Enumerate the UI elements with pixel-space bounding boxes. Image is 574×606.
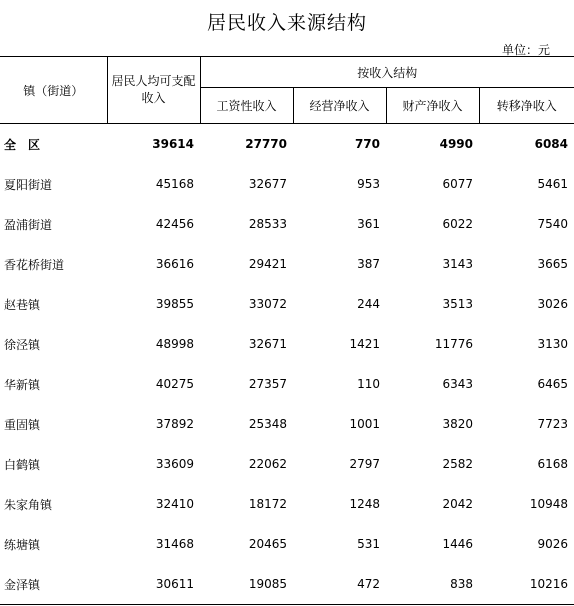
disposable-income-cell: 33609 <box>155 457 194 471</box>
transfer-income-cell: 9026 <box>537 537 569 551</box>
disposable-income-cell: 31468 <box>155 537 194 551</box>
business-income-cell: 1248 <box>349 497 380 511</box>
property-income-cell: 838 <box>386 564 479 605</box>
property-income-cell: 1446 <box>442 537 473 551</box>
table-row <box>0 444 574 484</box>
town-name: 重固镇 <box>4 417 41 432</box>
wage-income-cell: 32671 <box>248 337 287 351</box>
business-income-cell: 1001 <box>349 417 380 431</box>
property-income-cell: 4990 <box>439 137 473 151</box>
table-row <box>0 364 574 404</box>
header-wage-income: 工资性收入 <box>200 88 293 124</box>
disposable-income-cell: 40275 <box>155 377 194 391</box>
property-income-cell: 2042 <box>442 497 473 511</box>
town-name: 香花桥街道 <box>4 257 65 272</box>
property-income-cell: 3143 <box>442 257 473 271</box>
transfer-income-cell: 3130 <box>537 337 569 351</box>
table-row <box>0 164 574 204</box>
income-structure-table <box>0 56 574 605</box>
disposable-income-cell: 32410 <box>155 497 194 511</box>
wage-income-cell: 32677 <box>248 177 287 191</box>
disposable-income-cell: 30611 <box>107 564 200 605</box>
wage-income-cell: 25348 <box>248 417 287 431</box>
unit-label: 单位：元 <box>501 43 550 57</box>
town-name: 夏阳街道 <box>4 177 53 192</box>
property-income-cell: 3820 <box>442 417 473 431</box>
header-transfer-income: 转移净收入 <box>479 88 574 124</box>
town-name: 练塘镇 <box>4 537 41 552</box>
town-name: 全 区 <box>4 137 41 152</box>
town-name: 白鹤镇 <box>4 457 41 472</box>
disposable-income-cell: 48998 <box>155 337 194 351</box>
transfer-income-cell: 6168 <box>537 457 569 471</box>
business-income-cell: 472 <box>293 564 386 605</box>
business-income-cell: 2797 <box>349 457 380 471</box>
header-income-structure: 按收入结构 <box>200 57 574 88</box>
wage-income-cell: 19085 <box>200 564 293 605</box>
header-disposable-income: 居民人均可支配收入 <box>107 57 200 124</box>
header-property-income: 财产净收入 <box>386 88 479 124</box>
table-row <box>0 524 574 564</box>
disposable-income-cell: 42456 <box>155 217 194 231</box>
wage-income-cell: 27357 <box>248 377 287 391</box>
table-row-total <box>0 124 574 165</box>
business-income-cell: 531 <box>357 537 380 551</box>
transfer-income-cell: 10216 <box>479 564 574 605</box>
business-income-cell: 953 <box>357 177 380 191</box>
disposable-income-cell: 37892 <box>155 417 194 431</box>
disposable-income-cell: 39855 <box>155 297 194 311</box>
property-income-cell: 6077 <box>442 177 473 191</box>
town-name: 华新镇 <box>4 377 41 392</box>
disposable-income-cell: 36616 <box>155 257 194 271</box>
table-body <box>0 124 574 605</box>
transfer-income-cell: 6465 <box>537 377 569 391</box>
business-income-cell: 361 <box>357 217 380 231</box>
table-row <box>0 564 574 605</box>
transfer-income-cell: 6084 <box>534 137 569 151</box>
table-row <box>0 244 574 284</box>
wage-income-cell: 28533 <box>248 217 287 231</box>
business-income-cell: 387 <box>357 257 380 271</box>
table-row <box>0 204 574 244</box>
business-income-cell: 244 <box>357 297 380 311</box>
property-income-cell: 6343 <box>442 377 473 391</box>
wage-income-cell: 22062 <box>248 457 287 471</box>
table-row <box>0 284 574 324</box>
town-name: 金泽镇 <box>0 564 107 605</box>
disposable-income-cell: 45168 <box>155 177 194 191</box>
table-row <box>0 404 574 444</box>
business-income-cell: 110 <box>357 377 380 391</box>
header-business-income: 经营净收入 <box>293 88 386 124</box>
wage-income-cell: 20465 <box>248 537 287 551</box>
property-income-cell: 3513 <box>442 297 473 311</box>
property-income-cell: 11776 <box>434 337 473 351</box>
town-name: 朱家角镇 <box>4 497 53 512</box>
transfer-income-cell: 7540 <box>537 217 569 231</box>
disposable-income-cell: 39614 <box>152 137 194 151</box>
transfer-income-cell: 3665 <box>537 257 569 271</box>
town-name: 赵巷镇 <box>4 297 41 312</box>
wage-income-cell: 18172 <box>248 497 287 511</box>
wage-income-cell: 29421 <box>248 257 287 271</box>
wage-income-cell: 27770 <box>245 137 287 151</box>
header-town: 镇（街道） <box>0 57 107 124</box>
business-income-cell: 1421 <box>349 337 380 351</box>
transfer-income-cell: 5461 <box>537 177 569 191</box>
table-row <box>0 484 574 524</box>
property-income-cell: 6022 <box>442 217 473 231</box>
property-income-cell: 2582 <box>442 457 473 471</box>
transfer-income-cell: 7723 <box>537 417 569 431</box>
page-title: 居民收入来源结构 <box>206 12 367 34</box>
town-name: 徐泾镇 <box>4 337 41 352</box>
town-name: 盈浦街道 <box>4 217 53 232</box>
table-row <box>0 324 574 364</box>
transfer-income-cell: 10948 <box>529 497 569 511</box>
transfer-income-cell: 3026 <box>537 297 569 311</box>
business-income-cell: 770 <box>354 137 380 151</box>
wage-income-cell: 33072 <box>248 297 287 311</box>
